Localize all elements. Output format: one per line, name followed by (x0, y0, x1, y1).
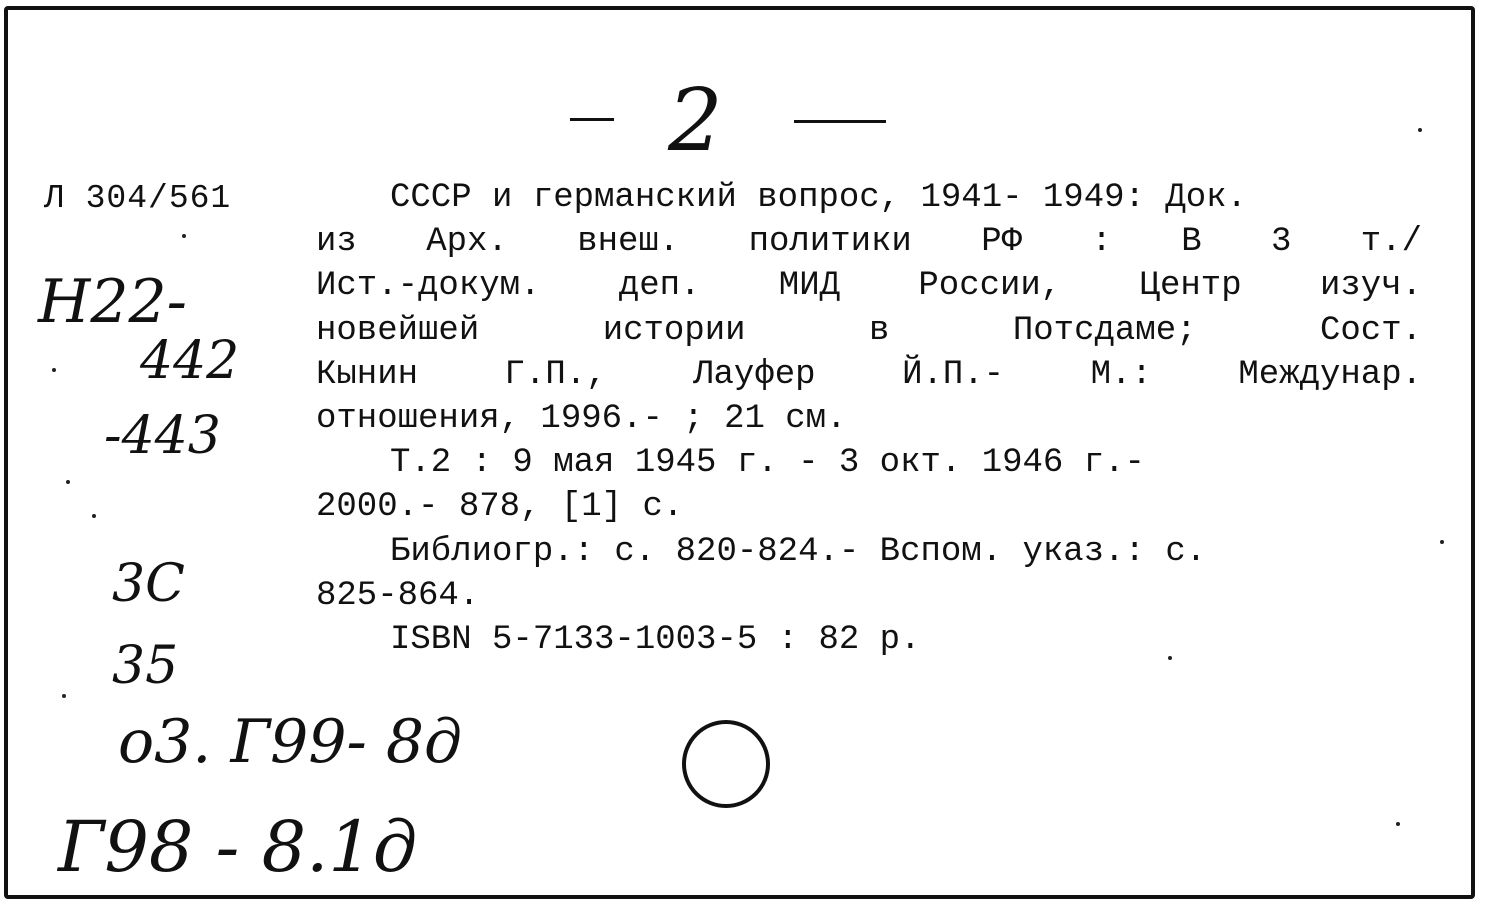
page-number-dash-left (570, 118, 614, 121)
entry-line-5: Кынин Г.П., Лауфер Й.П.- М.: Междунар. (316, 355, 1422, 394)
page-number: 2 (668, 71, 723, 171)
entry-line-3: Ист.-докум. деп. МИД России, Центр изуч. (316, 267, 1422, 306)
handwritten-mark-3c: 3С (112, 554, 185, 614)
entry-line-bibliography: Библиогр.: с. 820-824.- Вспом. указ.: с. (390, 532, 1207, 571)
handwritten-shelf-mark-1: Н22- (38, 267, 187, 337)
speck (92, 514, 96, 518)
entry-line-pages: 2000.- 878, [1] с. (316, 488, 684, 527)
speck (1396, 822, 1400, 826)
speck (1418, 128, 1422, 132)
speck (62, 694, 66, 698)
handwritten-mark-g98: Г98 - 8.1д (58, 806, 418, 888)
punch-hole-icon (682, 720, 770, 808)
entry-line-title: СССР и германский вопрос, 1941- 1949: Док. (390, 179, 1247, 217)
entry-line-6: отношения, 1996.- ; 21 см. (316, 399, 847, 438)
handwritten-mark-35: 35 (112, 636, 179, 696)
entry-line-4: новейшей истории в Потсдаме; Сост. (316, 311, 1422, 350)
bibliographic-entry (316, 176, 1422, 662)
speck (52, 368, 56, 372)
handwritten-shelf-mark-3: -443 (104, 406, 221, 466)
speck (1168, 656, 1172, 660)
call-number: Л 304/561 (44, 180, 232, 217)
entry-line-2: из Арх. внеш. политики РФ : В 3 т./ (316, 223, 1422, 262)
handwritten-shelf-mark-2: 442 (140, 331, 240, 391)
entry-line-isbn: ISBN 5-7133-1003-5 : 82 р. (390, 620, 921, 659)
entry-line-volume: Т.2 : 9 мая 1945 г. - 3 окт. 1946 г.- (390, 444, 1145, 483)
page-number-dash-right (794, 120, 886, 123)
handwritten-mark-g99: о3. Г99- 8д (118, 707, 463, 777)
entry-line-index-pages: 825-864. (316, 576, 480, 615)
speck (182, 234, 186, 238)
speck (66, 480, 70, 484)
speck (1440, 540, 1444, 544)
